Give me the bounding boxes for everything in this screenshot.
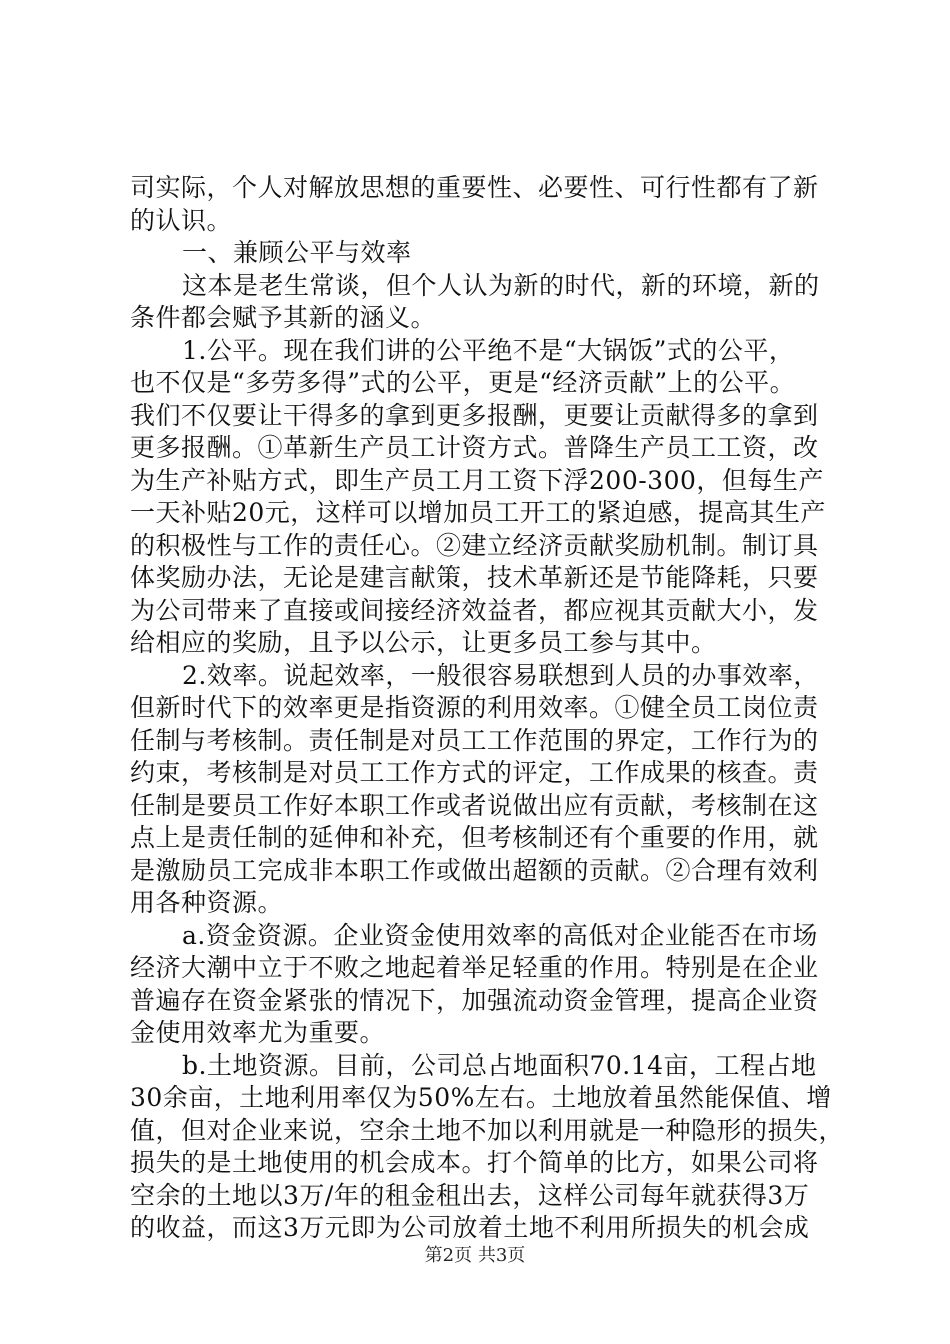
text-line: 30余亩，土地利用率仅为50%左右。土地放着虽然能保值、增 (130, 1083, 832, 1112)
page-footer: 第2页 共3页 (424, 1245, 526, 1266)
text-line: a.资金资源。企业资金使用效率的高低对企业能否在市场 (182, 920, 818, 950)
text-line: 为公司带来了直接或间接经济效益者，都应视其贡献大小，发 (130, 595, 819, 625)
text-line: 约束，考核制是对员工工作方式的评定，工作成果的核查。责 (130, 758, 819, 787)
text-line: 体奖励办法，无论是建言献策，技术革新还是节能降耗，只要 (130, 563, 819, 592)
text-line: 我们不仅要让干得多的拿到更多报酬，更要让贡献得多的拿到 (130, 400, 819, 430)
text-line: 任制与考核制。责任制是对员工工作范围的界定，工作行为的 (130, 725, 819, 755)
text-line: 金使用效率尤为重要。 (130, 1018, 386, 1047)
text-line: 1.公平。现在我们讲的公平绝不是“大锅饭”式的公平， (182, 335, 795, 365)
text-line: 普遍存在资金紧张的情况下，加强流动资金管理，提高企业资 (130, 985, 819, 1015)
text-line: 也不仅是“多劳多得”式的公平，更是“经济贡献”上的公平。 (130, 368, 796, 397)
text-line: 司实际，个人对解放思想的重要性、必要性、可行性都有了新 (130, 173, 819, 202)
text-line: 但新时代下的效率更是指资源的利用效率。①健全员工岗位责 (130, 693, 819, 722)
text-line: 用各种资源。 (130, 888, 284, 917)
text-line: 的积极性与工作的责任心。②建立经济贡献奖励机制。制订具 (130, 530, 819, 560)
text-line: 条件都会赋予其新的涵义。 (130, 303, 437, 332)
text-line: 更多报酬。①革新生产员工计资方式。普降生产员工工资，改 (130, 433, 819, 462)
text-line: 值，但对企业来说，空余土地不加以利用就是一种隐形的损失， (130, 1115, 845, 1145)
document-body (130, 172, 845, 1245)
text-line: 损失的是土地使用的机会成本。打个简单的比方，如果公司将 (130, 1148, 819, 1177)
text-line: 一天补贴20元，这样可以增加员工开工的紧迫感，提高其生产 (130, 498, 826, 527)
text-line: 点上是责任制的延伸和补充，但考核制还有个重要的作用，就 (130, 823, 819, 852)
text-line: 2.效率。说起效率，一般很容易联想到人员的办事效率， (182, 660, 819, 690)
text-line: 空余的土地以3万/年的租金租出去，这样公司每年就获得3万 (130, 1180, 810, 1210)
text-line: 的收益，而这3万元即为公司放着土地不利用所损失的机会成 (130, 1213, 810, 1242)
text-line: 是激励员工完成非本职工作或做出超额的贡献。②合理有效利 (130, 855, 819, 885)
text-line: 给相应的奖励，且予以公示，让更多员工参与其中。 (130, 628, 717, 657)
text-line: b.土地资源。目前，公司总占地面积70.14亩，工程占地 (182, 1050, 817, 1080)
text-line: 的认识。 (130, 205, 233, 235)
text-line: 为生产补贴方式，即生产员工月工资下浮200-300，但每生产 (130, 465, 824, 495)
text-line: 这本是老生常谈，但个人认为新的时代，新的环境，新的 (182, 270, 820, 300)
text-line: 经济大潮中立于不败之地起着举足轻重的作用。特别是在企业 (130, 953, 819, 982)
text-line: 任制是要员工作好本职工作或者说做出应有贡献，考核制在这 (130, 790, 819, 820)
text-line: 一、兼顾公平与效率 (182, 238, 412, 267)
